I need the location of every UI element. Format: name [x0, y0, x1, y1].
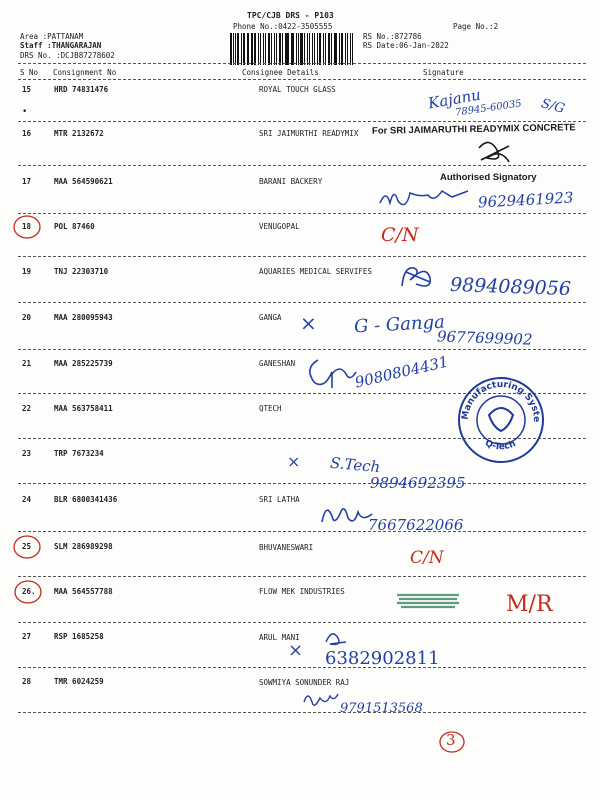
readymix-stamp-text: For SRI JAIMARUTHI READYMIX CONCRETE: [371, 122, 576, 137]
row-sno: 25: [22, 542, 32, 551]
stamp-inner-ring: [477, 396, 525, 444]
row-consignee: FLOW MEK INDUSTRIES: [259, 587, 345, 596]
row-sno: 26.: [22, 587, 36, 596]
authorised-signatory: Authorised Signatory: [440, 172, 537, 183]
handwritten-phone: 6382902811: [325, 648, 440, 669]
col-header-sno: S No: [20, 68, 39, 77]
handwritten-name: Kajanu: [426, 85, 483, 113]
row-consignee: SRI JAIMURTHI READYMIX: [259, 129, 359, 138]
row-sno: 19: [22, 267, 32, 276]
row-consignment: TRP 7673234: [54, 449, 104, 458]
row-sno: 21: [22, 359, 32, 368]
stamp-text-top: Manufacturing Systems: [451, 368, 542, 423]
col-header-signature: Signature: [423, 68, 464, 77]
area-label: Area :PATTANAM: [20, 32, 84, 41]
handwritten-signature-row19: [398, 262, 438, 292]
row-consignment: MAA 564590621: [54, 177, 113, 186]
row-consignment: TNJ 22303710: [54, 267, 109, 276]
page-number: Page No.:2: [453, 22, 499, 31]
handwritten-signature-row16: [475, 138, 515, 166]
row-sno: 28: [22, 677, 32, 686]
rs-date: RS Date:06-Jan-2022: [363, 41, 449, 50]
row-consignee: QTECH: [259, 404, 282, 413]
handwritten-cn: C/N: [381, 224, 419, 246]
row-consignee: BARANI BACKERY: [259, 177, 323, 186]
handwritten-name: S.Tech: [329, 453, 382, 477]
staff-label: Staff :THANGARAJAN: [20, 41, 102, 50]
row-consignment: MAA 285225739: [54, 359, 113, 368]
row-consignment: HRD 74831476: [54, 85, 109, 94]
row-consignee: VENUGOPAL: [259, 222, 300, 231]
row-consignee: AQUARIES MEDICAL SERVIFES: [259, 267, 372, 276]
handwritten-x-mark: ×: [287, 452, 301, 471]
row-consignment: SLM 286989298: [54, 542, 113, 551]
row-consignee: ARUL MANI: [259, 633, 300, 642]
handwritten-phone: 9894692395: [370, 474, 466, 492]
handwritten-cn: C/N: [410, 548, 444, 568]
row-sno: 18: [22, 222, 32, 231]
handwritten-name: G - Ganga: [353, 311, 446, 338]
row-consignee: SOWMIYA SONUNDER RAJ: [259, 678, 350, 687]
row-consignment: BLR 6800341436: [54, 495, 118, 504]
circle-row-26: [15, 581, 41, 603]
row-sno: 24: [22, 495, 32, 504]
row-consignee: ROYAL TOUCH GLASS: [259, 85, 336, 94]
handwritten-phone: 78945-60035: [454, 98, 523, 119]
rs-number: RS No.:872786: [363, 32, 422, 41]
scribbled-out-signature: [395, 587, 465, 613]
row-consignment: MAA 564557788: [54, 587, 113, 596]
handwritten-x-mark: ×: [300, 311, 317, 335]
document-title: TPC/CJB DRS - P103: [247, 11, 334, 20]
row-consignee: BHUVANESWARI: [259, 543, 314, 552]
row-consignment: TMR 6024259: [54, 677, 104, 686]
row-consignment: MAA 280095943: [54, 313, 113, 322]
row-consignee: SRI LATHA: [259, 495, 300, 504]
stamp-logo: [489, 408, 513, 431]
circle-row-25: [14, 536, 40, 558]
handwritten-signature-row28: [300, 688, 340, 710]
handwritten-phone: 9080804431: [353, 352, 451, 392]
col-header-consignee: Consignee Details: [242, 68, 319, 77]
handwritten-mr: M/R: [506, 592, 553, 617]
row-sno: 16: [22, 129, 32, 138]
row-consignment: MTR 2132672: [54, 129, 104, 138]
bullet-dot: •: [22, 107, 28, 117]
circle-row-18: [14, 216, 40, 238]
row-consignee: GANGA: [259, 313, 282, 322]
row-sno: 27: [22, 632, 32, 641]
handwritten-signature-row17: [378, 185, 473, 215]
row-sno: 17: [22, 177, 32, 186]
row-consignee: GANESHAN: [259, 359, 296, 368]
col-header-consignment: Consignment No: [53, 68, 117, 77]
company-round-stamp: [451, 368, 546, 465]
handwritten-signature-row27: [322, 628, 348, 648]
phone-number: Phone No.:0422-3505555: [233, 22, 333, 31]
row-consignment: POL 87460: [54, 222, 95, 231]
handwritten-phone: 9629461923: [477, 188, 574, 212]
row-sno: 20: [22, 313, 32, 322]
handwritten-phone: 9677699902: [436, 327, 533, 349]
handwritten-x-mark: ×: [288, 640, 304, 661]
row-consignment: MAA 563758411: [54, 404, 113, 413]
handwritten-phone: 9791513568: [340, 701, 423, 716]
handwritten-mark: S/G: [539, 96, 567, 117]
drs-number: DRS No. :DCJB87278602: [20, 51, 115, 60]
row-sno: 22: [22, 404, 32, 413]
handwritten-phone: 7667622066: [368, 516, 464, 534]
handwritten-footer-mark: 3: [446, 731, 456, 749]
row-sno: 23: [22, 449, 32, 458]
stamp-text-bottom: Q-Tech: [483, 438, 518, 453]
row-consignment: RSP 1685258: [54, 632, 104, 641]
handwritten-phone: 9894089056: [449, 273, 572, 301]
row-sno: 15: [22, 85, 32, 94]
